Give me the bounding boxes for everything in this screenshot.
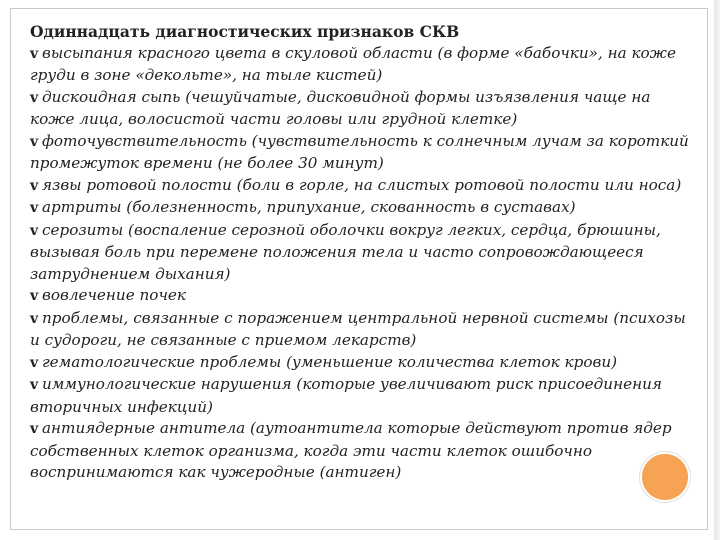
checkmark-bullet-icon: v xyxy=(30,45,39,62)
list-item-text: гематологические проблемы (уменьшение количества клеток крови) xyxy=(42,352,618,371)
checkmark-bullet-icon: v xyxy=(30,310,39,327)
list-item-text: иммунологические нарушения (которые увеличивают риск присоединения вторичных инфекций) xyxy=(30,375,662,416)
checkmark-bullet-icon: v xyxy=(30,421,39,437)
checkmark-bullet-icon: v xyxy=(30,200,39,216)
page-edge xyxy=(714,0,720,540)
list-item-text: артриты (болезненность, припухание, скованность в суставах) xyxy=(42,198,576,216)
checkmark-bullet-icon: v xyxy=(30,177,39,194)
list-item xyxy=(30,285,694,308)
checkmark-bullet-icon: v xyxy=(30,377,39,393)
checkmark-bullet-icon: v xyxy=(30,89,39,106)
checkmark-bullet-icon: v xyxy=(30,222,39,239)
list-item-text: язвы ротовой полости (боли в горле, на слистых ротовой полости или носа) xyxy=(42,175,682,194)
list-item xyxy=(30,197,694,220)
list-item xyxy=(30,418,694,484)
slide-title: Одиннадцать диагностических признаков СКВ xyxy=(30,22,460,41)
checkmark-bullet-icon: v xyxy=(30,354,39,371)
list-item xyxy=(30,175,694,198)
list-item xyxy=(30,374,694,418)
list-item xyxy=(30,308,694,352)
list-item-text: дискоидная сыпь (чешуйчатые, дисковидной формы изъязвления чаще на коже лица, волосистой части головы или грудной клетке) xyxy=(30,87,651,128)
list-item xyxy=(30,43,694,87)
list-item-text: серозиты (воспаление серозной оболочки вокруг легких, сердца, брюшины, вызывая боль при перемене положения тела и часто сопровождающееся затруднением дыхания) xyxy=(30,220,661,283)
list-item-text: вовлечение почек xyxy=(42,286,186,304)
list-item-text: антиядерные антитела (аутоантитела которые действуют против ядер собственных клеток организма, когда эти части клеток ошибочно воспринимаются как чужеродные (антиген) xyxy=(30,419,672,481)
list-item xyxy=(30,352,694,375)
list-item xyxy=(30,131,694,175)
checkmark-bullet-icon: v xyxy=(30,288,39,304)
list-item-text: проблемы, связанные с поражением центральной нервной системы (психозы и судороги, не связанные с приемом лекарств) xyxy=(30,308,686,349)
list-item xyxy=(30,87,694,131)
decorative-circle xyxy=(640,452,690,502)
list-item-text: высыпания красного цвета в скуловой области (в форме «бабочки», на коже груди в зоне «декольте», на тыле кистей) xyxy=(30,43,676,84)
slide-content xyxy=(30,21,694,484)
list-item-text: фоточувствительность (чувствительность к солнечным лучам за короткий промежуток времени (не более 30 минут) xyxy=(30,131,689,172)
checkmark-bullet-icon: v xyxy=(30,133,39,150)
list-item xyxy=(30,220,694,286)
